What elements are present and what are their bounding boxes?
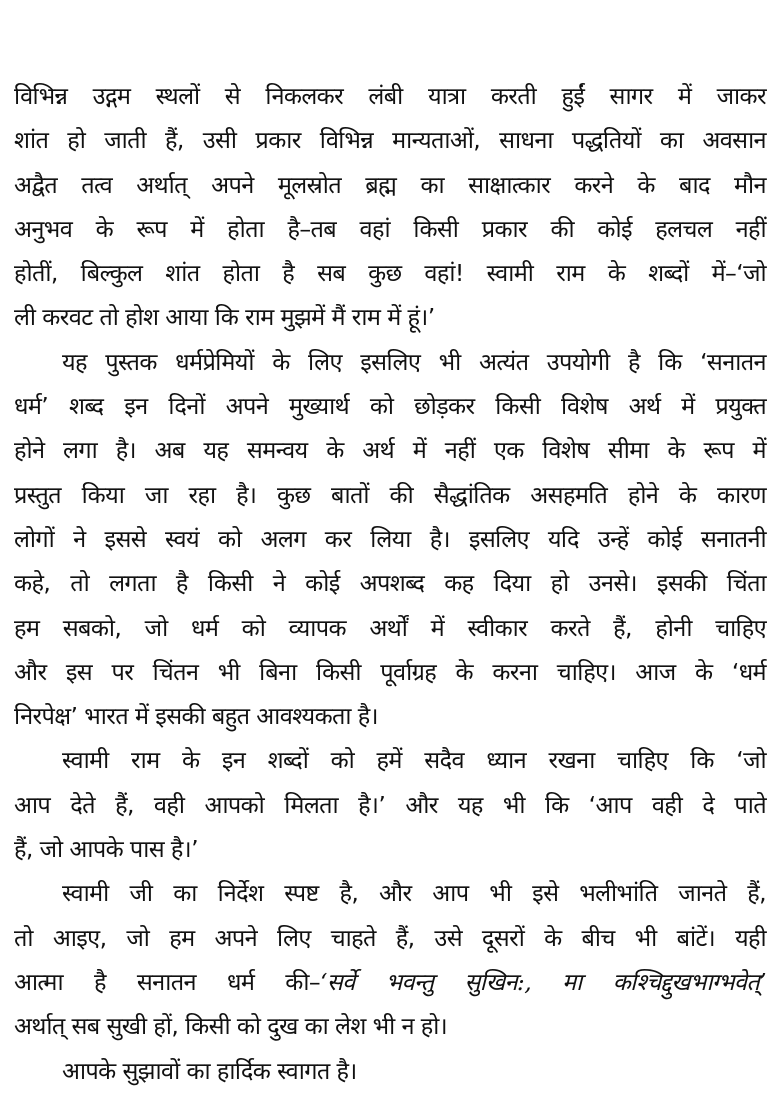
paragraph-4 <box>14 871 766 1048</box>
text-line: होने लगा है। अब यह समन्वय के अर्थ में नहीं एक विशेष सीमा के रूप में <box>14 436 766 465</box>
text-line: अनुभव के रूप में होता है–तब वहां किसी प्रकार की कोई हलचल नहीं <box>14 214 766 243</box>
text-line: हैं, जो आपके पास है।’ <box>14 835 198 864</box>
line-prefix: आत्मा है सनातन धर्म की– <box>14 967 320 996</box>
text-line: अर्थात् सब सुखी हों, किसी को दुख का लेश भी न हो। <box>14 1012 448 1041</box>
paragraph-5 <box>14 1049 766 1093</box>
text-line: विभिन्न उद्गम स्थलों से निकलकर लंबी यात्रा करती हुईं सागर में जाकर <box>14 82 766 110</box>
paragraph-1 <box>14 74 766 340</box>
text-line: स्वामी राम के इन शब्दों को हमें सदैव ध्यान रखना चाहिए कि ‘जो <box>62 746 766 775</box>
text-line: शांत हो जाती हैं, उसी प्रकार विभिन्न मान्यताओं, साधना पद्धतियों का अवसान <box>14 126 766 155</box>
text-line: आपके सुझावों का हार्दिक स्वागत है। <box>62 1056 357 1085</box>
text-line: प्रस्तुत किया जा रहा है। कुछ बातों की सैद्धांतिक असहमति होने के कारण <box>14 480 766 509</box>
text-line-with-sanskrit-quote <box>14 960 766 1004</box>
text-line: ली करवट तो होश आया कि राम मुझमें मैं राम में हूं।’ <box>14 303 435 332</box>
text-line: होतीं, बिल्कुल शांत होता है सब कुछ वहां! स्वामी राम के शब्दों में–‘जो <box>14 259 766 288</box>
text-line: तो आइए, जो हम अपने लिए चाहते हैं, उसे दूसरों के बीच भी बांटें। यही <box>14 923 766 952</box>
text-line: और इस पर चिंतन भी बिना किसी पूर्वाग्रह के करना चाहिए। आज के ‘धर्म <box>14 657 766 686</box>
text-line: हम सबको, जो धर्म को व्यापक अर्थों में स्वीकार करते हैं, होनी चाहिए <box>14 613 766 642</box>
paragraph-3 <box>14 738 766 871</box>
document-page <box>14 74 766 1093</box>
text-line: यह पुस्तक धर्मप्रेमियों के लिए इसलिए भी अत्यंत उपयोगी है कि ‘सनातन <box>62 347 766 376</box>
text-line: धर्म’ शब्द इन दिनों अपने मुख्यार्थ को छोड़कर किसी विशेष अर्थ में प्रयुक्त <box>14 392 766 421</box>
text-line: स्वामी जी का निर्देश स्पष्ट है, और आप भी इसे भलीभांति जानते हैं, <box>62 879 766 908</box>
sanskrit-quote: ‘सर्वे भवन्तु सुखिन:, मा कश्चिद्दुखभाग्भवेत्’ <box>319 967 766 996</box>
text-line: निरपेक्ष’ भारत में इसकी बहुत आवश्यकता है। <box>14 702 378 731</box>
text-line: लोगों ने इससे स्वयं को अलग कर लिया है। इसलिए यदि उन्हें कोई सनातनी <box>14 524 766 553</box>
paragraph-2 <box>14 340 766 739</box>
text-line: कहे, तो लगता है किसी ने कोई अपशब्द कह दिया हो उनसे। इसकी चिंता <box>14 569 766 598</box>
text-line: आप देते हैं, वही आपको मिलता है।’ और यह भी कि ‘आप वही दे पाते <box>14 790 766 819</box>
text-line: अद्वैत तत्व अर्थात् अपने मूलस्रोत ब्रह्म का साक्षात्कार करने के बाद मौन <box>14 170 766 199</box>
